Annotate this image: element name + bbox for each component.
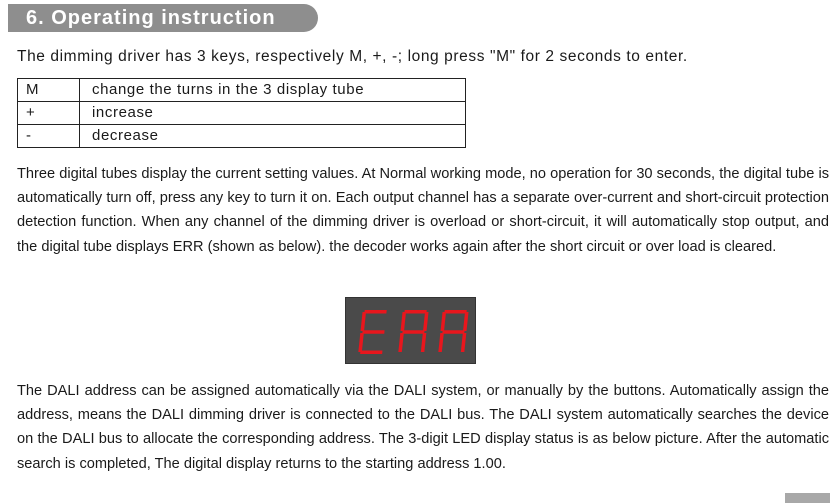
intro-text: The dimming driver has 3 keys, respectively M, +, -; long press "M" for 2 seconds to enter. — [17, 48, 688, 65]
segment-e — [398, 333, 403, 352]
segment-a — [444, 310, 466, 314]
segment-c — [421, 333, 426, 352]
display-digit-e — [358, 310, 387, 354]
description-cell: decrease — [80, 125, 466, 148]
segment-f — [361, 312, 366, 331]
protection-paragraph: Three digital tubes display the current setting values. At Normal working mode, no operation for 30 seconds, the digital tube is automatically turn off, press any key to turn it on. Each output channel has a separate over-current and short-circuit protection detection function. When any channel of the dimming driver is overload or short-circuit, it will automatically stop output, and the digital tube displays ERR (shown as below). the decoder works again after the short circuit or over load is cleared. — [17, 166, 829, 255]
segment-f — [441, 312, 446, 331]
segment-e — [438, 333, 443, 352]
display-digit-r — [438, 310, 468, 352]
segment-b — [463, 312, 468, 331]
key-cell: + — [18, 102, 80, 125]
dali-paragraph: The DALI address can be assigned automatically via the DALI system, or manually by the buttons. Automatically assign the address, means the DALI dimming driver is connected to the DALI bus. The DALI system automatically searches the device on the DALI bus to allocate the corresponding address. The 3-digit LED display status is as below picture. After the automatic search is completed, The digital display returns to the starting address 1.00. — [17, 383, 829, 472]
key-cell: - — [18, 125, 80, 148]
segment-g — [402, 330, 424, 334]
err-display-graphic — [346, 298, 477, 365]
page-corner-marker — [785, 493, 830, 503]
segment-g — [362, 330, 384, 334]
table-row — [18, 79, 466, 102]
key-cell: M — [18, 79, 80, 102]
segment-f — [401, 312, 406, 331]
table-row — [18, 125, 466, 148]
display-digit-r — [398, 310, 428, 352]
segment-e — [358, 333, 363, 352]
seven-segment-display — [345, 297, 476, 364]
table-row — [18, 102, 466, 125]
description-cell: increase — [80, 102, 466, 125]
segment-c — [461, 333, 466, 352]
segment-g — [442, 330, 464, 334]
segment-a — [364, 310, 386, 314]
segment-a — [404, 310, 426, 314]
section-heading: 6. Operating instruction — [8, 4, 318, 32]
description-cell: change the turns in the 3 display tube — [80, 79, 466, 102]
keys-table — [17, 78, 466, 148]
segment-b — [423, 312, 428, 331]
segment-d — [360, 351, 382, 355]
